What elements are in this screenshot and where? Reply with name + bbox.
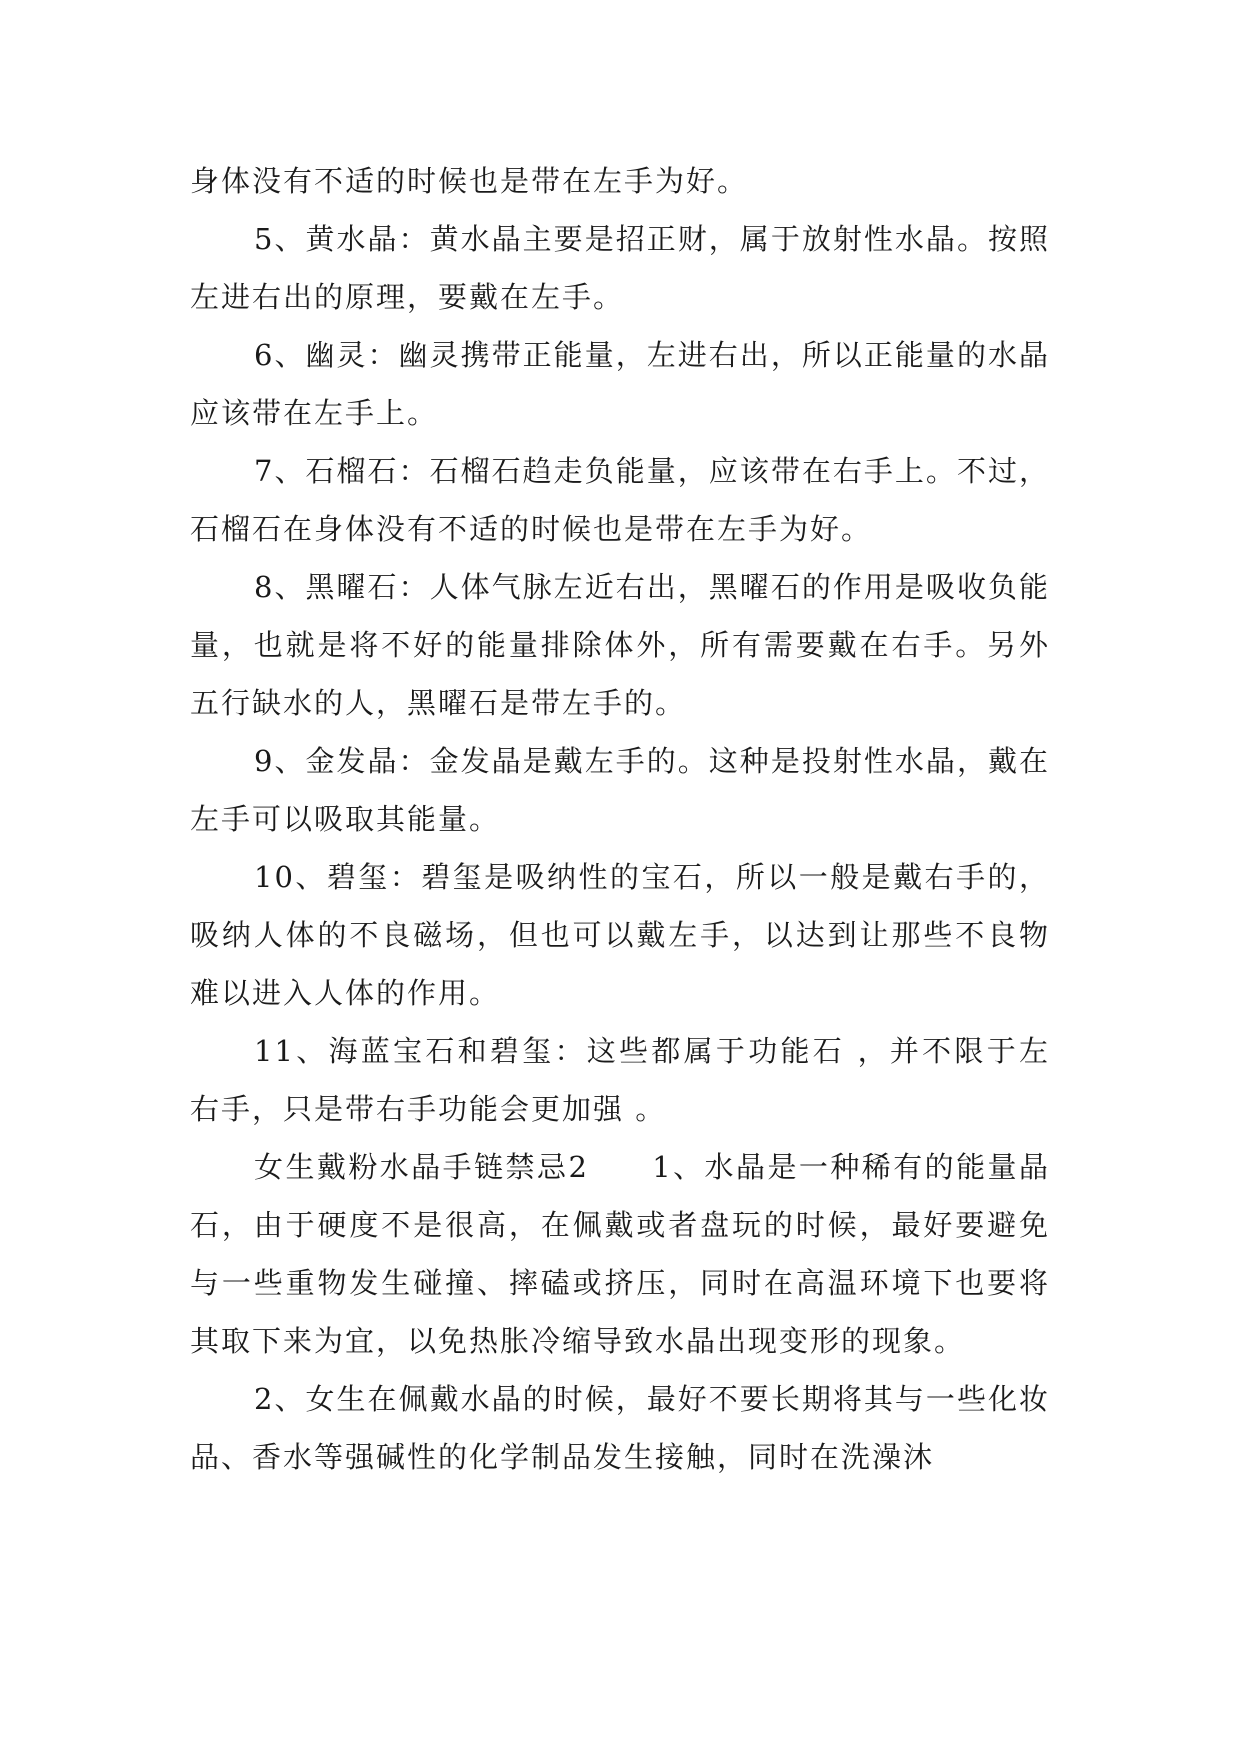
paragraph-citrine: 5、黄水晶：黄水晶主要是招正财，属于放射性水晶。按照左进右出的原理，要戴在左手。: [190, 222, 1050, 314]
paragraph-taboo-1: 女生戴粉水晶手链禁忌2 1、水晶是一种稀有的能量晶石，由于硬度不是很高，在佩戴或者盘玩的时候，最好要避免与一些重物发生碰撞、摔磕或挤压，同时在高温环境下也要将其取下来为宜，以免热胀冷缩导致水晶出现变形的现象。: [190, 1150, 1050, 1358]
paragraph-phantom-quartz: 6、幽灵：幽灵携带正能量，左进右出，所以正能量的水晶应该带在左手上。: [190, 338, 1050, 430]
paragraph-aquamarine: 11、海蓝宝石和碧玺：这些都属于功能石 ，并不限于左右手，只是带右手功能会更加强 。: [190, 1034, 1050, 1126]
paragraph-taboo-2: 2、女生在佩戴水晶的时候，最好不要长期将其与一些化妆品、香水等强碱性的化学制品发生接触，同时在洗澡沐: [190, 1382, 1050, 1474]
paragraph-continuation: 身体没有不适的时候也是带在左手为好。: [190, 164, 749, 198]
paragraph-garnet: 7、石榴石：石榴石趋走负能量，应该带在右手上。不过，石榴石在身体没有不适的时候也是带在左手为好。: [190, 454, 1050, 546]
paragraph-tourmaline: 10、碧玺：碧玺是吸纳性的宝石，所以一般是戴右手的，吸纳人体的不良磁场，但也可以戴左手，以达到让那些不良物难以进入人体的作用。: [190, 860, 1050, 1010]
document-body: [190, 152, 1050, 1486]
paragraph-golden-rutilated: 9、金发晶：金发晶是戴左手的。这种是投射性水晶，戴在左手可以吸取其能量。: [190, 744, 1050, 836]
paragraph-obsidian: 8、黑曜石：人体气脉左近右出，黑曜石的作用是吸收负能量，也就是将不好的能量排除体外，所有需要戴在右手。另外五行缺水的人，黑曜石是带左手的。: [190, 570, 1050, 720]
